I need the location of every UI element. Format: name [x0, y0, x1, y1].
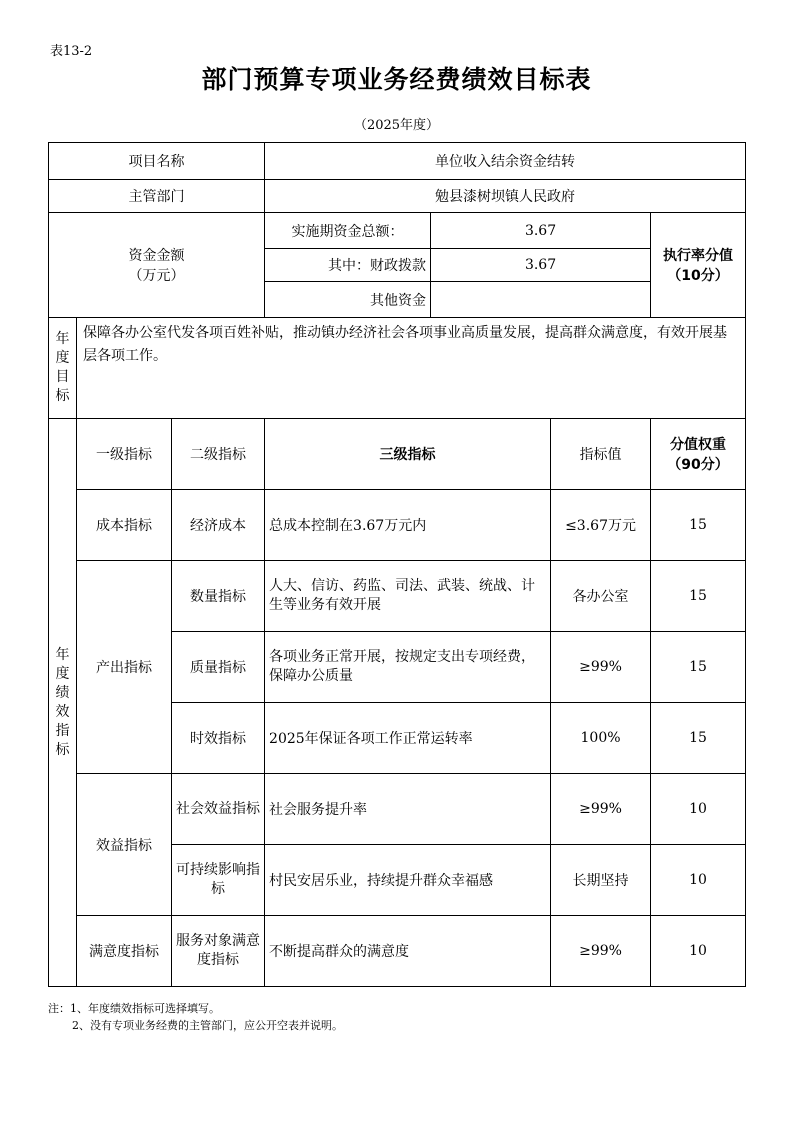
weight-cell: 15 — [651, 632, 746, 703]
execution-rate-label: 执行率分值 — [663, 248, 734, 264]
annual-goal-text: 保障各办公室代发各项百姓补贴，推动镇办经济社会各项事业高质量发展，提高群众满意度，有效开展基层各项工作。 — [77, 318, 746, 419]
level3-cell: 2025年保证各项工作正常运转率 — [265, 703, 551, 774]
level2-cell: 可持续影响指标 — [172, 845, 265, 916]
department-value: 勉县漆树坝镇人民政府 — [265, 180, 746, 213]
weight-cell: 10 — [651, 845, 746, 916]
funds-label — [49, 213, 265, 318]
total-funds-label: 实施期资金总额： — [265, 213, 431, 249]
table-row — [49, 774, 746, 845]
execution-rate-points: （10分） — [667, 268, 729, 284]
weight-cell: 15 — [651, 703, 746, 774]
funds-label-text: 资金金额 — [128, 248, 185, 264]
level2-cell: 数量指标 — [172, 561, 265, 632]
level2-cell: 社会效益指标 — [172, 774, 265, 845]
value-cell: ≥99% — [551, 916, 651, 987]
fiscal-funds-label: 其中：财政拨款 — [265, 249, 431, 282]
header-weight-label: 分值权重 — [670, 437, 727, 453]
other-funds-value — [431, 282, 651, 318]
header-level3: 三级指标 — [265, 419, 551, 490]
total-funds-value: 3.67 — [431, 213, 651, 249]
performance-target-table — [48, 142, 746, 987]
header-value: 指标值 — [551, 419, 651, 490]
level3-cell: 各项业务正常开展，按规定支出专项经费，保障办公质量 — [265, 632, 551, 703]
level3-cell: 人大、信访、药监、司法、武装、统战、计生等业务有效开展 — [265, 561, 551, 632]
indicators-section-label: 年度绩效指标 — [49, 419, 77, 987]
footnote-2: 2、没有专项业务经费的主管部门，应公开空表并说明。 — [72, 1019, 343, 1032]
level2-cell: 质量指标 — [172, 632, 265, 703]
execution-rate-score — [651, 213, 746, 318]
level1-cell: 满意度指标 — [77, 916, 172, 987]
table-row — [49, 916, 746, 987]
weight-cell: 15 — [651, 490, 746, 561]
level2-cell: 服务对象满意度指标 — [172, 916, 265, 987]
footnotes — [48, 1000, 343, 1034]
value-cell: ≥99% — [551, 632, 651, 703]
level1-cell: 效益指标 — [77, 774, 172, 916]
level3-cell: 社会服务提升率 — [265, 774, 551, 845]
project-name-label: 项目名称 — [49, 143, 265, 180]
level3-cell: 总成本控制在3.67万元内 — [265, 490, 551, 561]
level1-cell: 成本指标 — [77, 490, 172, 561]
level1-cell: 产出指标 — [77, 561, 172, 774]
header-level2: 二级指标 — [172, 419, 265, 490]
level2-cell: 经济成本 — [172, 490, 265, 561]
header-level1: 一级指标 — [77, 419, 172, 490]
project-name-value: 单位收入结余资金结转 — [265, 143, 746, 180]
weight-cell: 15 — [651, 561, 746, 632]
level3-cell: 不断提高群众的满意度 — [265, 916, 551, 987]
value-cell: ≥99% — [551, 774, 651, 845]
table-row — [49, 490, 746, 561]
weight-cell: 10 — [651, 916, 746, 987]
value-cell: ≤3.67万元 — [551, 490, 651, 561]
level2-cell: 时效指标 — [172, 703, 265, 774]
value-cell: 100% — [551, 703, 651, 774]
table-row — [49, 561, 746, 632]
annual-goal-label: 年度目标 — [49, 318, 77, 419]
page-title: 部门预算专项业务经费绩效目标表 — [201, 65, 592, 94]
department-label: 主管部门 — [49, 180, 265, 213]
header-weight-points: （90分） — [667, 457, 729, 473]
funds-unit: （万元） — [128, 268, 185, 284]
budget-year: （2025年度） — [353, 118, 440, 133]
fiscal-funds-value: 3.67 — [431, 249, 651, 282]
header-weight — [651, 419, 746, 490]
footnote-1: 注：1、年度绩效指标可选择填写。 — [48, 1002, 220, 1015]
level3-cell: 村民安居乐业，持续提升群众幸福感 — [265, 845, 551, 916]
table-code: 表13-2 — [50, 44, 93, 59]
weight-cell: 10 — [651, 774, 746, 845]
value-cell: 各办公室 — [551, 561, 651, 632]
other-funds-label: 其他资金 — [265, 282, 431, 318]
value-cell: 长期坚持 — [551, 845, 651, 916]
